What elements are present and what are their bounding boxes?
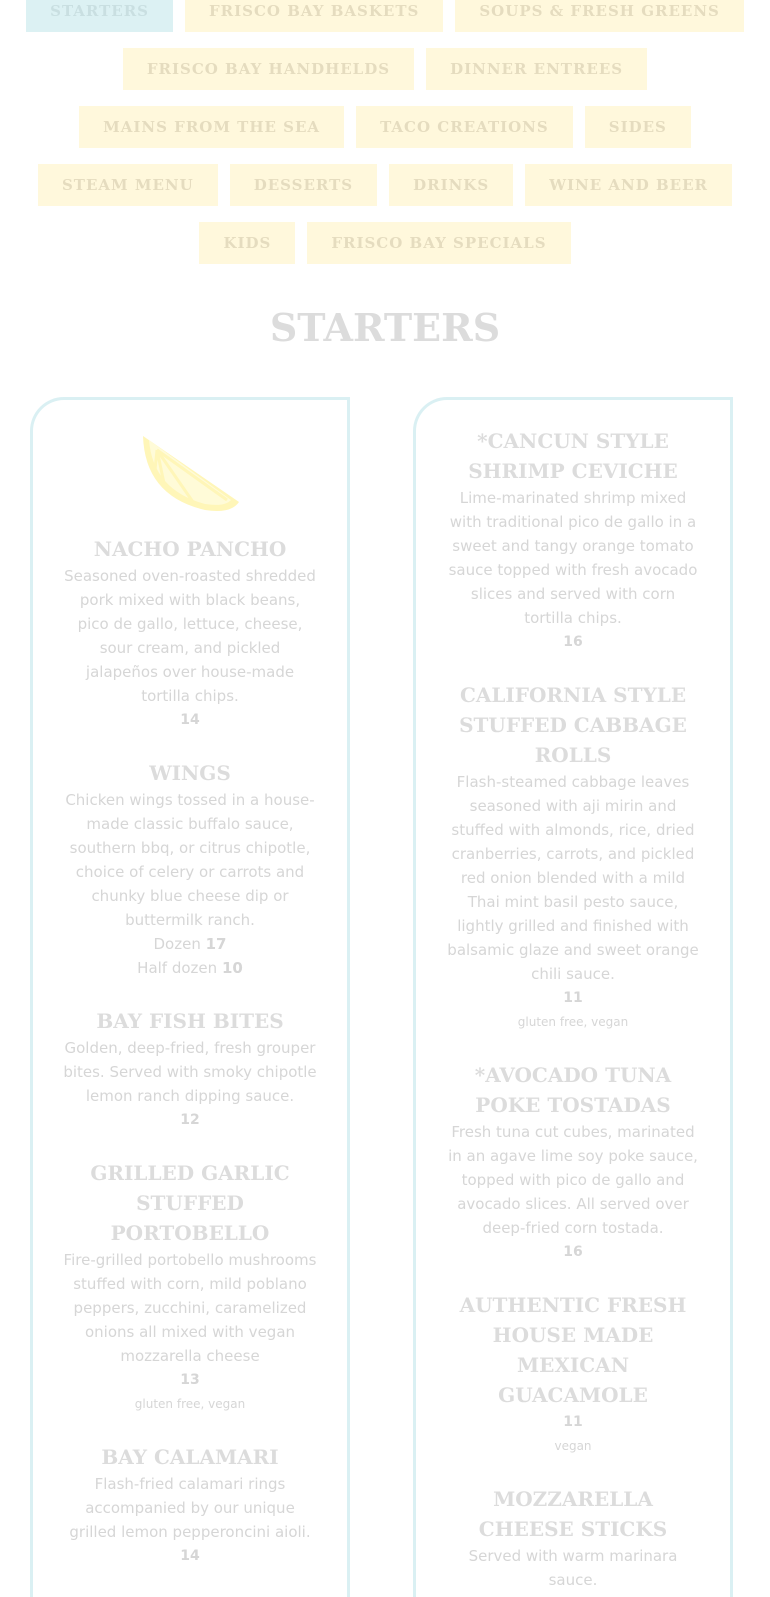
menu-item <box>63 758 317 980</box>
menu-item-price: 12 <box>180 1112 200 1128</box>
menu-item-name: NACHO PANCHO <box>93 537 287 561</box>
section-title: STARTERS <box>269 305 501 350</box>
tab-frisco-bay-baskets[interactable]: FRISCO BAY BASKETS <box>185 0 443 32</box>
menu-item <box>446 426 700 654</box>
menu-item-description: Served with warm marinara sauce. <box>468 1547 678 1589</box>
menu-item-price: 14 <box>180 712 200 728</box>
category-tabs <box>0 0 770 280</box>
menu-item-description: Seasoned oven-roasted shredded pork mixed with black beans, pico de gallo, lettuce, cheese, sour cream, and pickled jalapeños over house-made tortilla chips. <box>64 567 316 705</box>
menu-item-description: Chicken wings tossed in a house-made classic buffalo sauce, southern bbq, or citrus chipotle, choice of celery or carrots and chunky blue cheese dip or buttermilk ranch. <box>65 791 315 929</box>
menu-item <box>446 1290 700 1458</box>
menu-item <box>446 1060 700 1264</box>
tab-soups-fresh-greens[interactable]: SOUPS & FRESH GREENS <box>455 0 744 32</box>
menu-item-description: Golden, deep-fried, fresh grouper bites. Served with smoky chipotle lemon ranch dipping sauce. <box>63 1039 317 1105</box>
tab-row <box>0 106 770 148</box>
menu-item-description: Fire-grilled portobello mushrooms stuffed with corn, mild poblano peppers, zucchini, caramelized onions all mixed with vegan mozzarella cheese <box>63 1251 317 1365</box>
menu-item <box>63 1158 317 1416</box>
tab-starters[interactable]: STARTERS <box>26 0 173 32</box>
menu-card-left <box>30 397 350 1597</box>
menu-item-option <box>63 932 317 956</box>
menu-item-name: BAY FISH BITES <box>96 1009 284 1033</box>
menu-item-name: MOZZARELLA CHEESE STICKS <box>478 1487 668 1541</box>
menu-item-name: *AVOCADO TUNA POKE TOSTADAS <box>474 1063 672 1117</box>
menu-item-name: CALIFORNIA STYLE STUFFED CABBAGE ROLLS <box>459 683 687 767</box>
lemon-slice-icon <box>135 426 245 516</box>
menu-card-right <box>413 397 733 1597</box>
tab-kids[interactable]: KIDS <box>199 222 295 264</box>
menu-item-price: 16 <box>563 634 583 650</box>
menu-item-price: 16 <box>563 1244 583 1260</box>
menu-item-price: 13 <box>180 1372 200 1388</box>
tab-taco-creations[interactable]: TACO CREATIONS <box>356 106 573 148</box>
menu-item-name: WINGS <box>149 761 231 785</box>
menu-item <box>446 680 700 1034</box>
tab-steam-menu[interactable]: STEAM MENU <box>38 164 218 206</box>
menu-item-price: 11 <box>563 990 583 1006</box>
menu-item-description: Flash-steamed cabbage leaves seasoned with aji mirin and stuffed with almonds, rice, dried cranberries, carrots, and pickled red onion blended with a mild Thai mint basil pesto sauce, lightly grilled and finished with balsamic glaze and sweet orange chili sauce. <box>447 773 699 983</box>
tab-wine-and-beer[interactable]: WINE AND BEER <box>525 164 732 206</box>
tab-desserts[interactable]: DESSERTS <box>230 164 377 206</box>
tab-frisco-bay-handhelds[interactable]: FRISCO BAY HANDHELDS <box>123 48 414 90</box>
menu-item-dietary-tag: gluten free, vegan <box>134 1397 246 1411</box>
tab-row <box>0 0 770 32</box>
menu-item-name: BAY CALAMARI <box>101 1445 279 1469</box>
menu-item <box>63 1442 317 1568</box>
menu-item-dietary-tag: gluten free, vegan <box>517 1015 629 1029</box>
menu-item <box>446 1484 700 1592</box>
tab-row <box>0 48 770 90</box>
menu-item <box>63 534 317 732</box>
menu-item-price: 11 <box>563 1414 583 1430</box>
tab-row <box>0 222 770 264</box>
menu-item-description: Lime-marinated shrimp mixed with traditional pico de gallo in a sweet and tangy orange tomato sauce topped with fresh avocado slices and served with corn tortilla chips. <box>448 489 698 627</box>
tab-dinner-entrees[interactable]: DINNER ENTREES <box>426 48 647 90</box>
option-price: 17 <box>205 935 227 953</box>
tab-sides[interactable]: SIDES <box>585 106 691 148</box>
tab-frisco-bay-specials[interactable]: FRISCO BAY SPECIALS <box>307 222 570 264</box>
menu-item-name: AUTHENTIC FRESH HOUSE MADE MEXICAN GUACAMOLE <box>459 1293 687 1407</box>
menu-item-price: 14 <box>180 1548 200 1564</box>
menu-list-left <box>63 534 317 1568</box>
menu-item-name: GRILLED GARLIC STUFFED PORTOBELLO <box>90 1161 290 1245</box>
menu-item-description: Flash-fried calamari rings accompanied by our unique grilled lemon pepperoncini aioli. <box>69 1475 311 1541</box>
menu-item-name: *CANCUN STYLE SHRIMP CEVICHE <box>468 429 678 483</box>
option-price: 10 <box>221 959 243 977</box>
menu-list-right <box>446 426 700 1592</box>
menu-item-option <box>63 956 317 980</box>
tab-row <box>0 164 770 206</box>
menu-item-description: Fresh tuna cut cubes, marinated in an agave lime soy poke sauce, topped with pico de gallo and avocado slices. All served over deep-fried corn tostada. <box>448 1123 698 1237</box>
tab-mains-from-the-sea[interactable]: MAINS FROM THE SEA <box>79 106 344 148</box>
option-label: Half dozen <box>137 959 218 977</box>
menu-item-dietary-tag: vegan <box>554 1439 592 1453</box>
option-label: Dozen <box>153 935 201 953</box>
tab-drinks[interactable]: DRINKS <box>389 164 513 206</box>
menu-item <box>63 1006 317 1132</box>
